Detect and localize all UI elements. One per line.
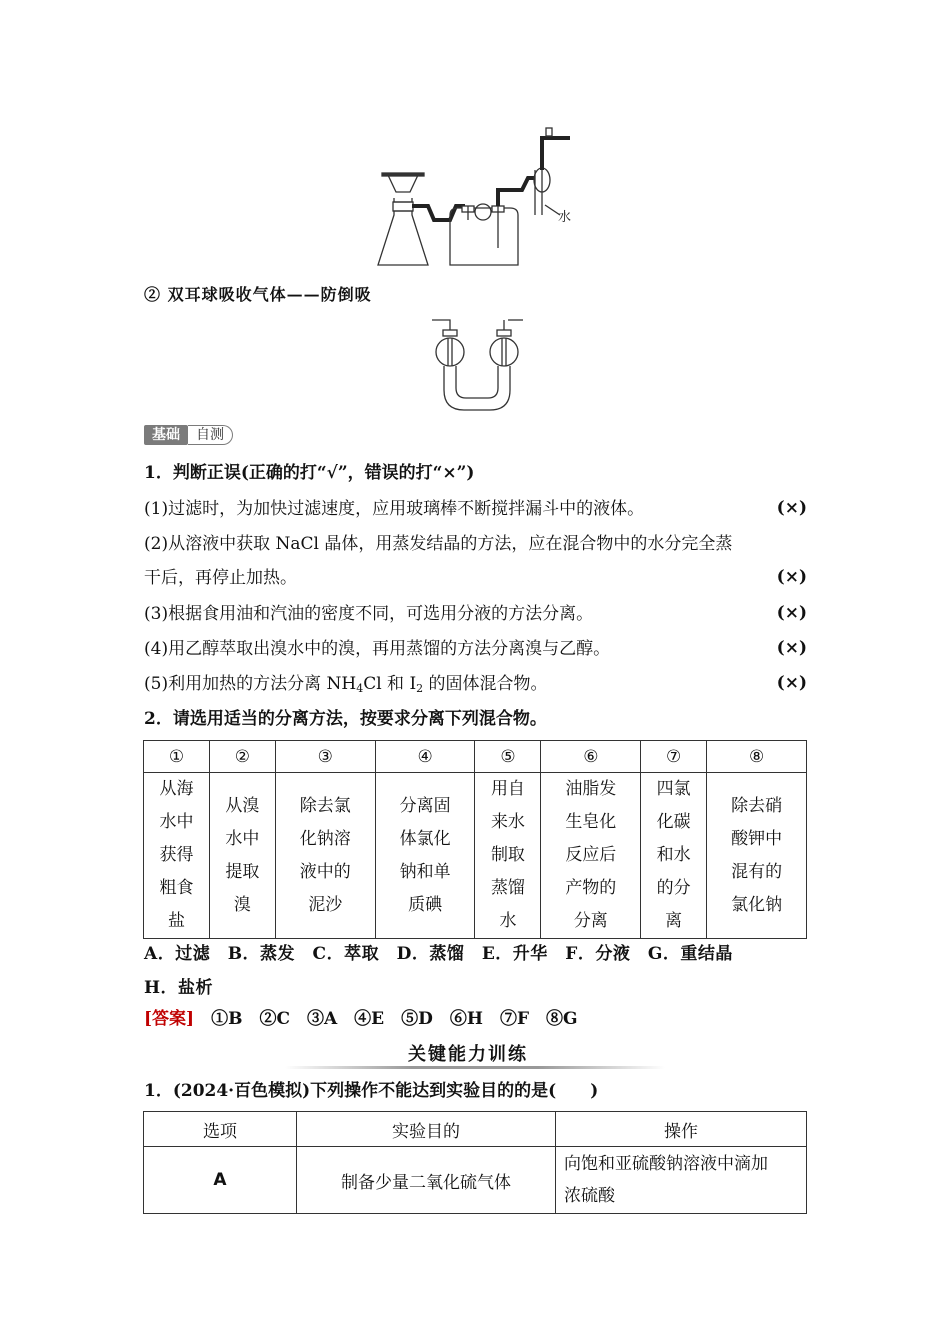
q1-item-4: (4)用乙醇萃取出溴水中的溴，再用蒸馏的方法分离溴与乙醇。: [144, 639, 611, 659]
table-cell: 除去硝酸钾中混有的氯化钠: [731, 795, 783, 915]
table-cell: 四氯化碳和水的分离: [656, 779, 691, 931]
q2-answer: [答案] ①B ②C ③A ④E ⑤D ⑥H ⑦F ⑧G: [144, 1009, 578, 1029]
q1-item-2-line2: 干后，再停止加热。: [144, 568, 297, 588]
table-cell: 向饱和亚硫酸钠溶液中滴加 浓硫酸: [556, 1147, 807, 1214]
table-header: 实验目的: [297, 1112, 556, 1147]
table-header: 操作: [556, 1112, 807, 1147]
table-cell: 油脂发生皂化反应后产物的分离: [565, 779, 617, 931]
q2-options-line1: A．过滤 B．蒸发 C．萃取 D．蒸馏 E．升华 F．分液 G．重结晶: [144, 944, 733, 964]
table-header: ③: [275, 741, 375, 773]
table-cell: 制备少量二氧化硫气体: [297, 1147, 556, 1214]
q2-title: 2．请选用适当的分离方法，按要求分离下列混合物。: [144, 709, 547, 729]
q1-item-1: (1)过滤时，为加快过滤速度，应用玻璃棒不断搅拌漏斗中的液体。: [144, 499, 645, 519]
table-cell: A: [144, 1147, 297, 1214]
table-header: ⑧: [707, 741, 807, 773]
table-header: ⑤: [475, 741, 541, 773]
table-header: ⑦: [641, 741, 707, 773]
table-cell: 除去氯化钠溶液中的泥沙: [299, 795, 351, 915]
section-title: 关键能力训练: [408, 1044, 528, 1065]
q2-options-line2: H．盐析: [144, 978, 214, 998]
water-label: 水: [558, 210, 572, 225]
apparatus-figure-1: [370, 120, 590, 272]
answer-label: [答案]: [144, 1009, 195, 1029]
q1-item-5-mark: (×): [776, 673, 807, 693]
figure-2-caption: ② 双耳球吸收气体——防倒吸: [144, 285, 372, 304]
badge-part2: 自测: [188, 425, 233, 445]
table-header: 选项: [144, 1112, 297, 1147]
table-cell: 从溴水中提取溴: [225, 795, 260, 915]
q3-title: 1．(2024·百色模拟)下列操作不能达到实验目的的是( ): [144, 1081, 599, 1101]
q1-item-3-mark: (×): [776, 603, 807, 623]
table-cell: 从海水中获得粗食盐: [159, 779, 194, 931]
q1-item-5: (5)利用加热的方法分离 $NH_4Cl$ 和 $I_2$ 的固体混合物。: [144, 674, 548, 695]
q1-item-1-mark: (×): [776, 498, 807, 518]
table-cell: 分离固体氯化钠和单质碘: [399, 795, 451, 915]
table-header: ④: [375, 741, 475, 773]
q1-title: 1．判断正误(正确的打“√”，错误的打“×”): [144, 463, 475, 483]
q1-item-2-line1: (2)从溶液中获取 NaCl 晶体，用蒸发结晶的方法，应在混合物中的水分完全蒸: [144, 534, 733, 554]
table-cell: 用自来水制取蒸馏水: [490, 779, 525, 931]
experiment-table: [143, 1111, 807, 1214]
badge-part1: 基础: [144, 425, 188, 445]
table-header: ②: [209, 741, 275, 773]
q1-item-2-mark: (×): [776, 567, 807, 587]
q1-item-3: (3)根据食用油和汽油的密度不同，可选用分液的方法分离。: [144, 604, 594, 624]
u-tube-figure: [428, 312, 528, 414]
mixtures-table: [143, 740, 807, 939]
section-divider: [285, 1066, 665, 1069]
q1-item-4-mark: (×): [776, 638, 807, 658]
table-header: ①: [144, 741, 210, 773]
table-header: ⑥: [541, 741, 641, 773]
